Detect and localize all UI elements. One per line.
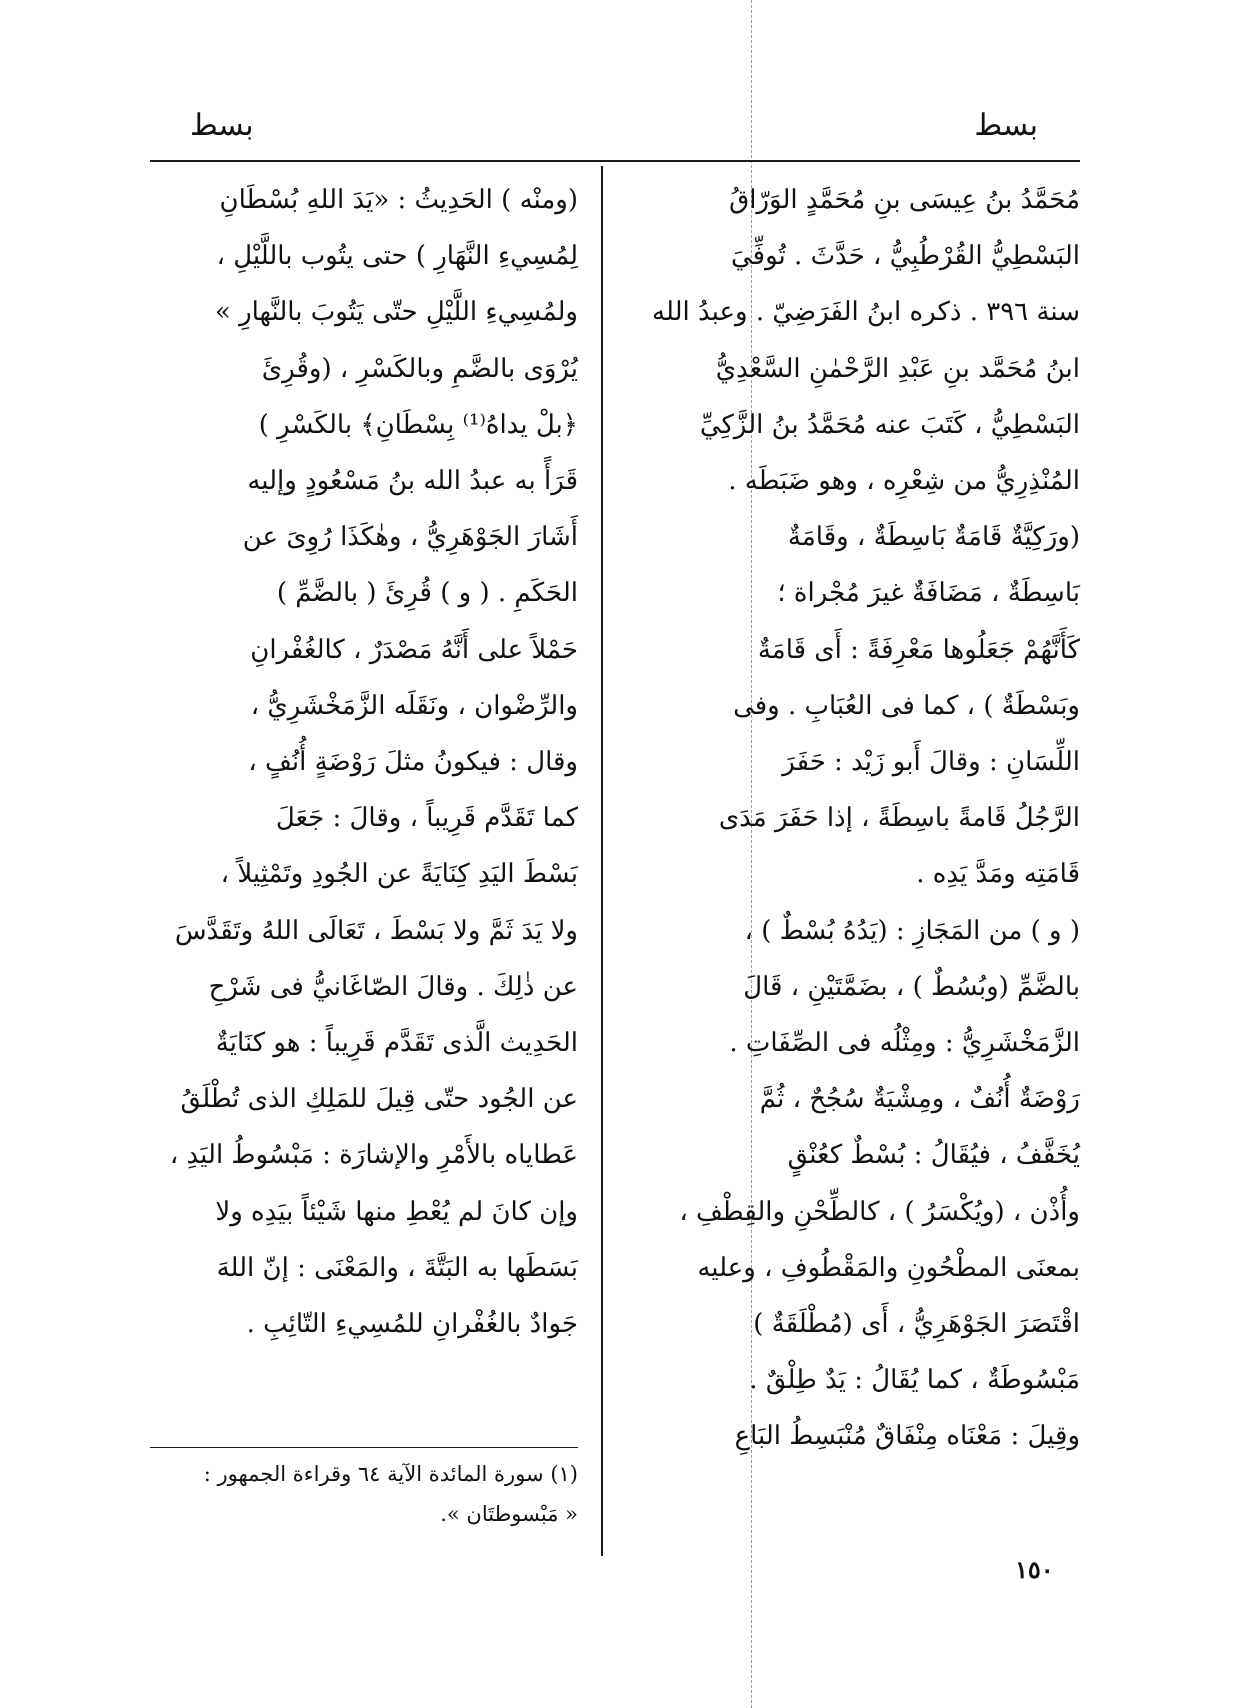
header-rule — [150, 160, 1080, 162]
right-column-paragraph-1: مُحَمَّدُ بنُ عِيسَى بنِ مُحَمَّدٍ الوَرّاقُ البَسْطِيُّ القُرْطُبِيُّ ، حَدَّثَ . تُوفِّيَ سنة ٣٩٦ . ذكره ابنُ الفَرَضِيّ . وعبدُ الله ابنُ مُحَمَّد بنِ عَبْدِ الرَّحْمٰنِ السَّعْدِيُّ البَسْطِيُّ ، كَتَبَ عنه مُحَمَّدُ بنُ الزَّكِيِّ المُنْذِرِيُّ من شِعْرِه ، وهو ضَبَطَه . — [652, 185, 1080, 497]
running-head-left: بسط — [190, 108, 254, 143]
footnote-rule — [150, 1447, 578, 1448]
left-column-paragraph-1: (ومنْه ) الحَدِيثُ : «يَدَ اللهِ بُسْطَانِ لِمُسِيءِ النَّهَارِ ) حتى يتُوب باللَّيْلِ ، ولمُسِيءِ اللَّيْلِ حتّى يَتُوبَ بالنَّهارِ » يُرْوَى بالضَّمِ وبالكَسْرِ ، (وقُرِئَ ﴿بلْ يداهُ⁽¹⁾ بِسْطَانِ﴾ بالكَسْرِ ) قَرَأً به عبدُ الله بنُ مَسْعُودٍ وإليه أَشَارَ الجَوْهَرِيُّ ، وهٰكَذَا رُوِىَ عن الحَكَمِ . ( و ) قُرِئَ ( بالضَّمِّ ) حَمْلاً على أَنَّهُ مَصْدَرٌ ، كالغُفْرانِ والرِّضْوان ، ونَقَلَه الزَّمَخْشَرِيُّ ، وقال : فيكونُ مثلَ رَوْضَةٍ أُنُفٍ ، كما تَقَدَّم قَرِيباً ، وقالَ : جَعَلَ بَسْطَ اليَدِ كِنَايَةً عن الجُودِ وتَمْثِيلاً ، ولا يَدَ ثَمَّ ولا بَسْطَ ، تَعَالَى اللهُ وتَقَدَّسَ عن ذٰلِكَ . وقالَ الصّاغَانيُّ فى شَرْحِ الحَدِيث الَّذى تَقَدَّم قَرِيباً : هو كنَايَةٌ عن الجُود حتّى قِيلَ للمَلِكِ الذى تُطْلَقُ عَطاياه بالأَمْرِ والإشارَة : مَبْسُوطُ اليَدِ ، وإن كانَ لم يُعْطِ منها شَيْئاً بيَدِه ولا بَسَطَها به البَتَّةَ ، والمَعْنَى : إنّ اللهَ جَوادٌ بالغُفْرانِ للمُسِيءِ التّائِبِ . — [169, 185, 578, 1340]
footnote: (١) سورة المائدة الآية ٦٤ وقراءة الجمهور : « مَبْسوطتَان ». — [203, 1462, 578, 1526]
left-column — [150, 172, 578, 1352]
page-number: ١٥٠ — [1015, 1555, 1054, 1584]
column-divider — [601, 166, 603, 1556]
right-column-paragraph-3: ( و ) من المَجَازِ : (يَدُهُ بُسْطٌ ) ، بالضَّمِّ (وبُسُطٌ ) ، بضَمَّتَيْنِ ، قَالَ الزَّمَخْشَرِيُّ : ومِثْلُه فى الصِّفَاتِ . رَوْضَةٌ أُنُفٌ ، ومِشْيَةٌ سُجُحٌ ، ثُمَّ يُخَفَّفُ ، فيُقَالُ : بُسْطٌ كعُنْقٍ وأُذْن ، (ويُكْسَرُ ) ، كالطِّحْنِ والقِطْفِ ، بمعنَى المطْحُونِ والمَقْطُوفِ ، وعليه اقْتَصَرَ الجَوْهَرِيُّ ، أَى (مُطْلَقَةٌ ) مَبْسُوطَةٌ ، كما يُقَالُ : يَدٌ طِلْقٌ . وقِيلَ : مَعْنَاه مِنْفَاقٌ مُنْبَسِطُ البَاعِ — [679, 915, 1080, 1452]
right-column-paragraph-2: (ورَكِيَّةٌ قَامَةٌ بَاسِطَةٌ ، وقَامَةٌ بَاسِطَةٌ ، مَضَافَةٌ غيرَ مُجْراة ؛ كَأَنَّهُمْ جَعَلُوها مَعْرِفَةً : أَى قَامَةٌ وبَسْطَةٌ ) ، كما فى العُبَابِ . وفى اللِّسَانِ : وقالَ أَبو زَيْد : حَفَرَ الرَّجُلُ قَامةً باسِطَةً ، إذا حَفَرَ مَدَى قَامَتِه ومَدَّ يَدِه . — [718, 522, 1080, 890]
right-column — [622, 172, 1080, 1465]
running-head-right: بسط — [974, 108, 1038, 143]
